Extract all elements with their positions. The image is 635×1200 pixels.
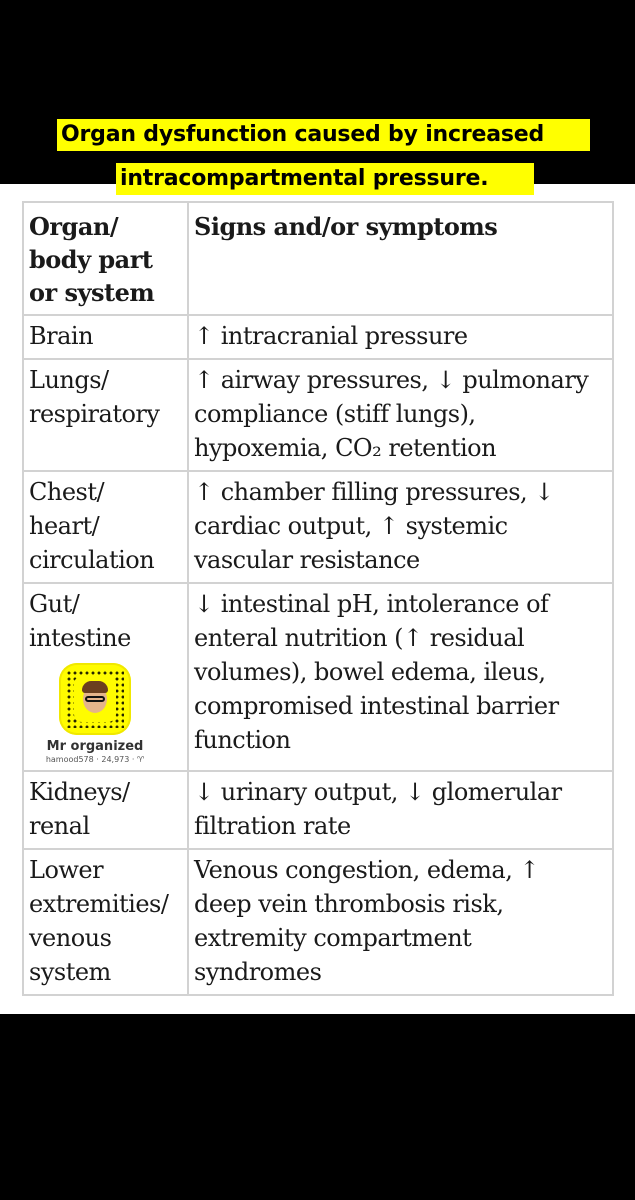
- header-signs: Signs and/or symptoms: [188, 202, 613, 315]
- title-line-2: intracompartmental pressure.: [116, 163, 534, 195]
- table-row: [23, 315, 613, 359]
- table-row: [23, 849, 613, 995]
- organ-cell: Gut/ intestine Mr organized hamood578 · 24,973 · ♈: [23, 583, 188, 771]
- signs-cell: ↑ intracranial pressure: [188, 315, 613, 359]
- bitmoji-avatar: [74, 676, 116, 722]
- signs-cell: Venous congestion, edema, ↑ deep vein thrombosis risk, extremity compartment syndromes: [188, 849, 613, 995]
- table-row: [23, 583, 613, 771]
- signs-cell: ↓ urinary output, ↓ glomerular filtration rate: [188, 771, 613, 849]
- title-line-1: Organ dysfunction caused by increased: [57, 119, 590, 151]
- snapcode-icon: [59, 663, 131, 735]
- organ-cell: Chest/ heart/ circulation: [23, 471, 188, 583]
- signs-cell: ↑ airway pressures, ↓ pulmonary compliance (stiff lungs), hypoxemia, CO₂ retention: [188, 359, 613, 471]
- header-organ: Organ/ body part or system: [23, 202, 188, 315]
- organ-cell: Kidneys/ renal: [23, 771, 188, 849]
- signs-cell: ↑ chamber filling pressures, ↓ cardiac output, ↑ systemic vascular resistance: [188, 471, 613, 583]
- table-header-row: [23, 202, 613, 315]
- signs-cell: ↓ intestinal pH, intolerance of enteral nutrition (↑ residual volumes), bowel edema, ileus, compromised intestinal barrier function: [188, 583, 613, 771]
- table-row: [23, 471, 613, 583]
- watermark-handle: hamood578 · 24,973 · ♈: [45, 755, 145, 764]
- organ-cell: Lower extremities/ venous system: [23, 849, 188, 995]
- organ-cell: Brain: [23, 315, 188, 359]
- table-row: [23, 771, 613, 849]
- table-row: [23, 359, 613, 471]
- organ-cell: Lungs/ respiratory: [23, 359, 188, 471]
- organ-dysfunction-table: [22, 201, 614, 996]
- snapcode-watermark: [29, 663, 161, 765]
- watermark-name: Mr organized: [46, 739, 144, 754]
